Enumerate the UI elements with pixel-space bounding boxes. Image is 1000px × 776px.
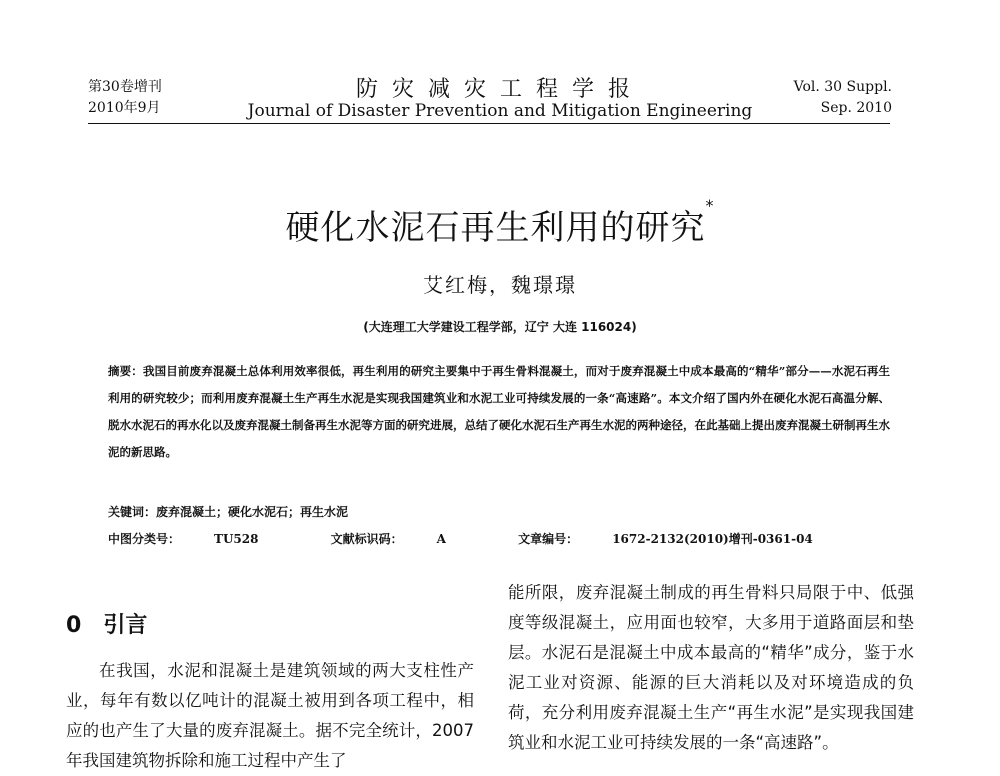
date-label-en: Sep. 2010 — [820, 100, 892, 116]
keywords-label: 关键词： — [108, 505, 157, 519]
clc-value: TU528 — [214, 532, 259, 546]
paper-affiliation: (大连理工大学建设工程学部，辽宁 大连 116024) — [363, 320, 637, 334]
journal-title-en: Journal of Disaster Prevention and Mitigation Engineering — [247, 101, 753, 121]
volume-label-cn: 第30卷增刊 — [88, 79, 162, 95]
clc-label: 中图分类号： — [108, 532, 181, 546]
section-number: 0 — [66, 613, 82, 638]
journal-title-cn: 防灾减灾工程学报 — [355, 77, 644, 102]
clc-group — [108, 532, 292, 546]
abstract-text: 我国目前废弃混凝土总体利用效率很低，再生利用的研究主要集中于再生骨料混凝土，而对于废弃混凝土中成本最高的“精华”部分——水泥石再生利用的研究较少；而利用废弃混凝土生产再生水泥是实现我国建筑业和水泥工业可持续发展的一条“高速路”。本文介绍了国内外在硬化水泥石高温分解、脱水水泥石的再水化以及废弃混凝土制备再生水泥等方面的研究进展，总结了硬化水泥石生产再生水泥的两种途径，在此基础上提出废弃混凝土研制再生水泥的新思路。 — [108, 364, 890, 459]
doc-code-value: A — [436, 532, 446, 546]
doc-code-label: 文献标识码： — [330, 532, 403, 546]
body-left-column: 在我国，水泥和混凝土是建筑领域的两大支柱性产业，每年有数以亿吨计的混凝土被用到各项工程中，相应的也产生了大量的废弃混凝土。据不完全统计，2007年我国建筑物拆除和施工过程中产生了 — [66, 661, 474, 770]
keywords-line — [108, 503, 348, 520]
paper-authors: 艾红梅，魏璟璟 — [423, 273, 577, 297]
date-label-cn: 2010年9月 — [88, 100, 161, 116]
article-number-label: 文章编号： — [518, 532, 579, 546]
paper-title-text: 硬化水泥石再生利用的研究 — [285, 208, 706, 248]
header-rule — [88, 123, 890, 124]
abstract-label: 摘要： — [108, 364, 143, 378]
article-number-group — [518, 532, 847, 546]
volume-label-en: Vol. 30 Suppl. — [793, 79, 892, 95]
abstract-block — [108, 358, 890, 466]
classification-line — [108, 530, 881, 547]
paper-title — [0, 196, 1000, 249]
doc-code-group — [331, 532, 480, 546]
section-title: 引言 — [103, 613, 148, 638]
title-footnote-mark: * — [705, 196, 715, 215]
section-heading — [66, 608, 147, 639]
article-number-value: 1672-2132(2010)增刊-0361-04 — [612, 532, 813, 546]
keywords-text: 废弃混凝土；硬化水泥石；再生水泥 — [156, 505, 349, 519]
body-right-column: 能所限，废弃混凝土制成的再生骨料只局限于中、低强度等级混凝土，应用面也较窄，大多用于道路面层和垫层。水泥石是混凝土中成本最高的“精华”成分，鉴于水泥工业对资源、能源的巨大消耗以及对环境造成的负荷，充分利用废弃混凝土生产“再生水泥”是实现我国建筑业和水泥工业可持续发展的一条“高速路”。 — [508, 583, 914, 752]
